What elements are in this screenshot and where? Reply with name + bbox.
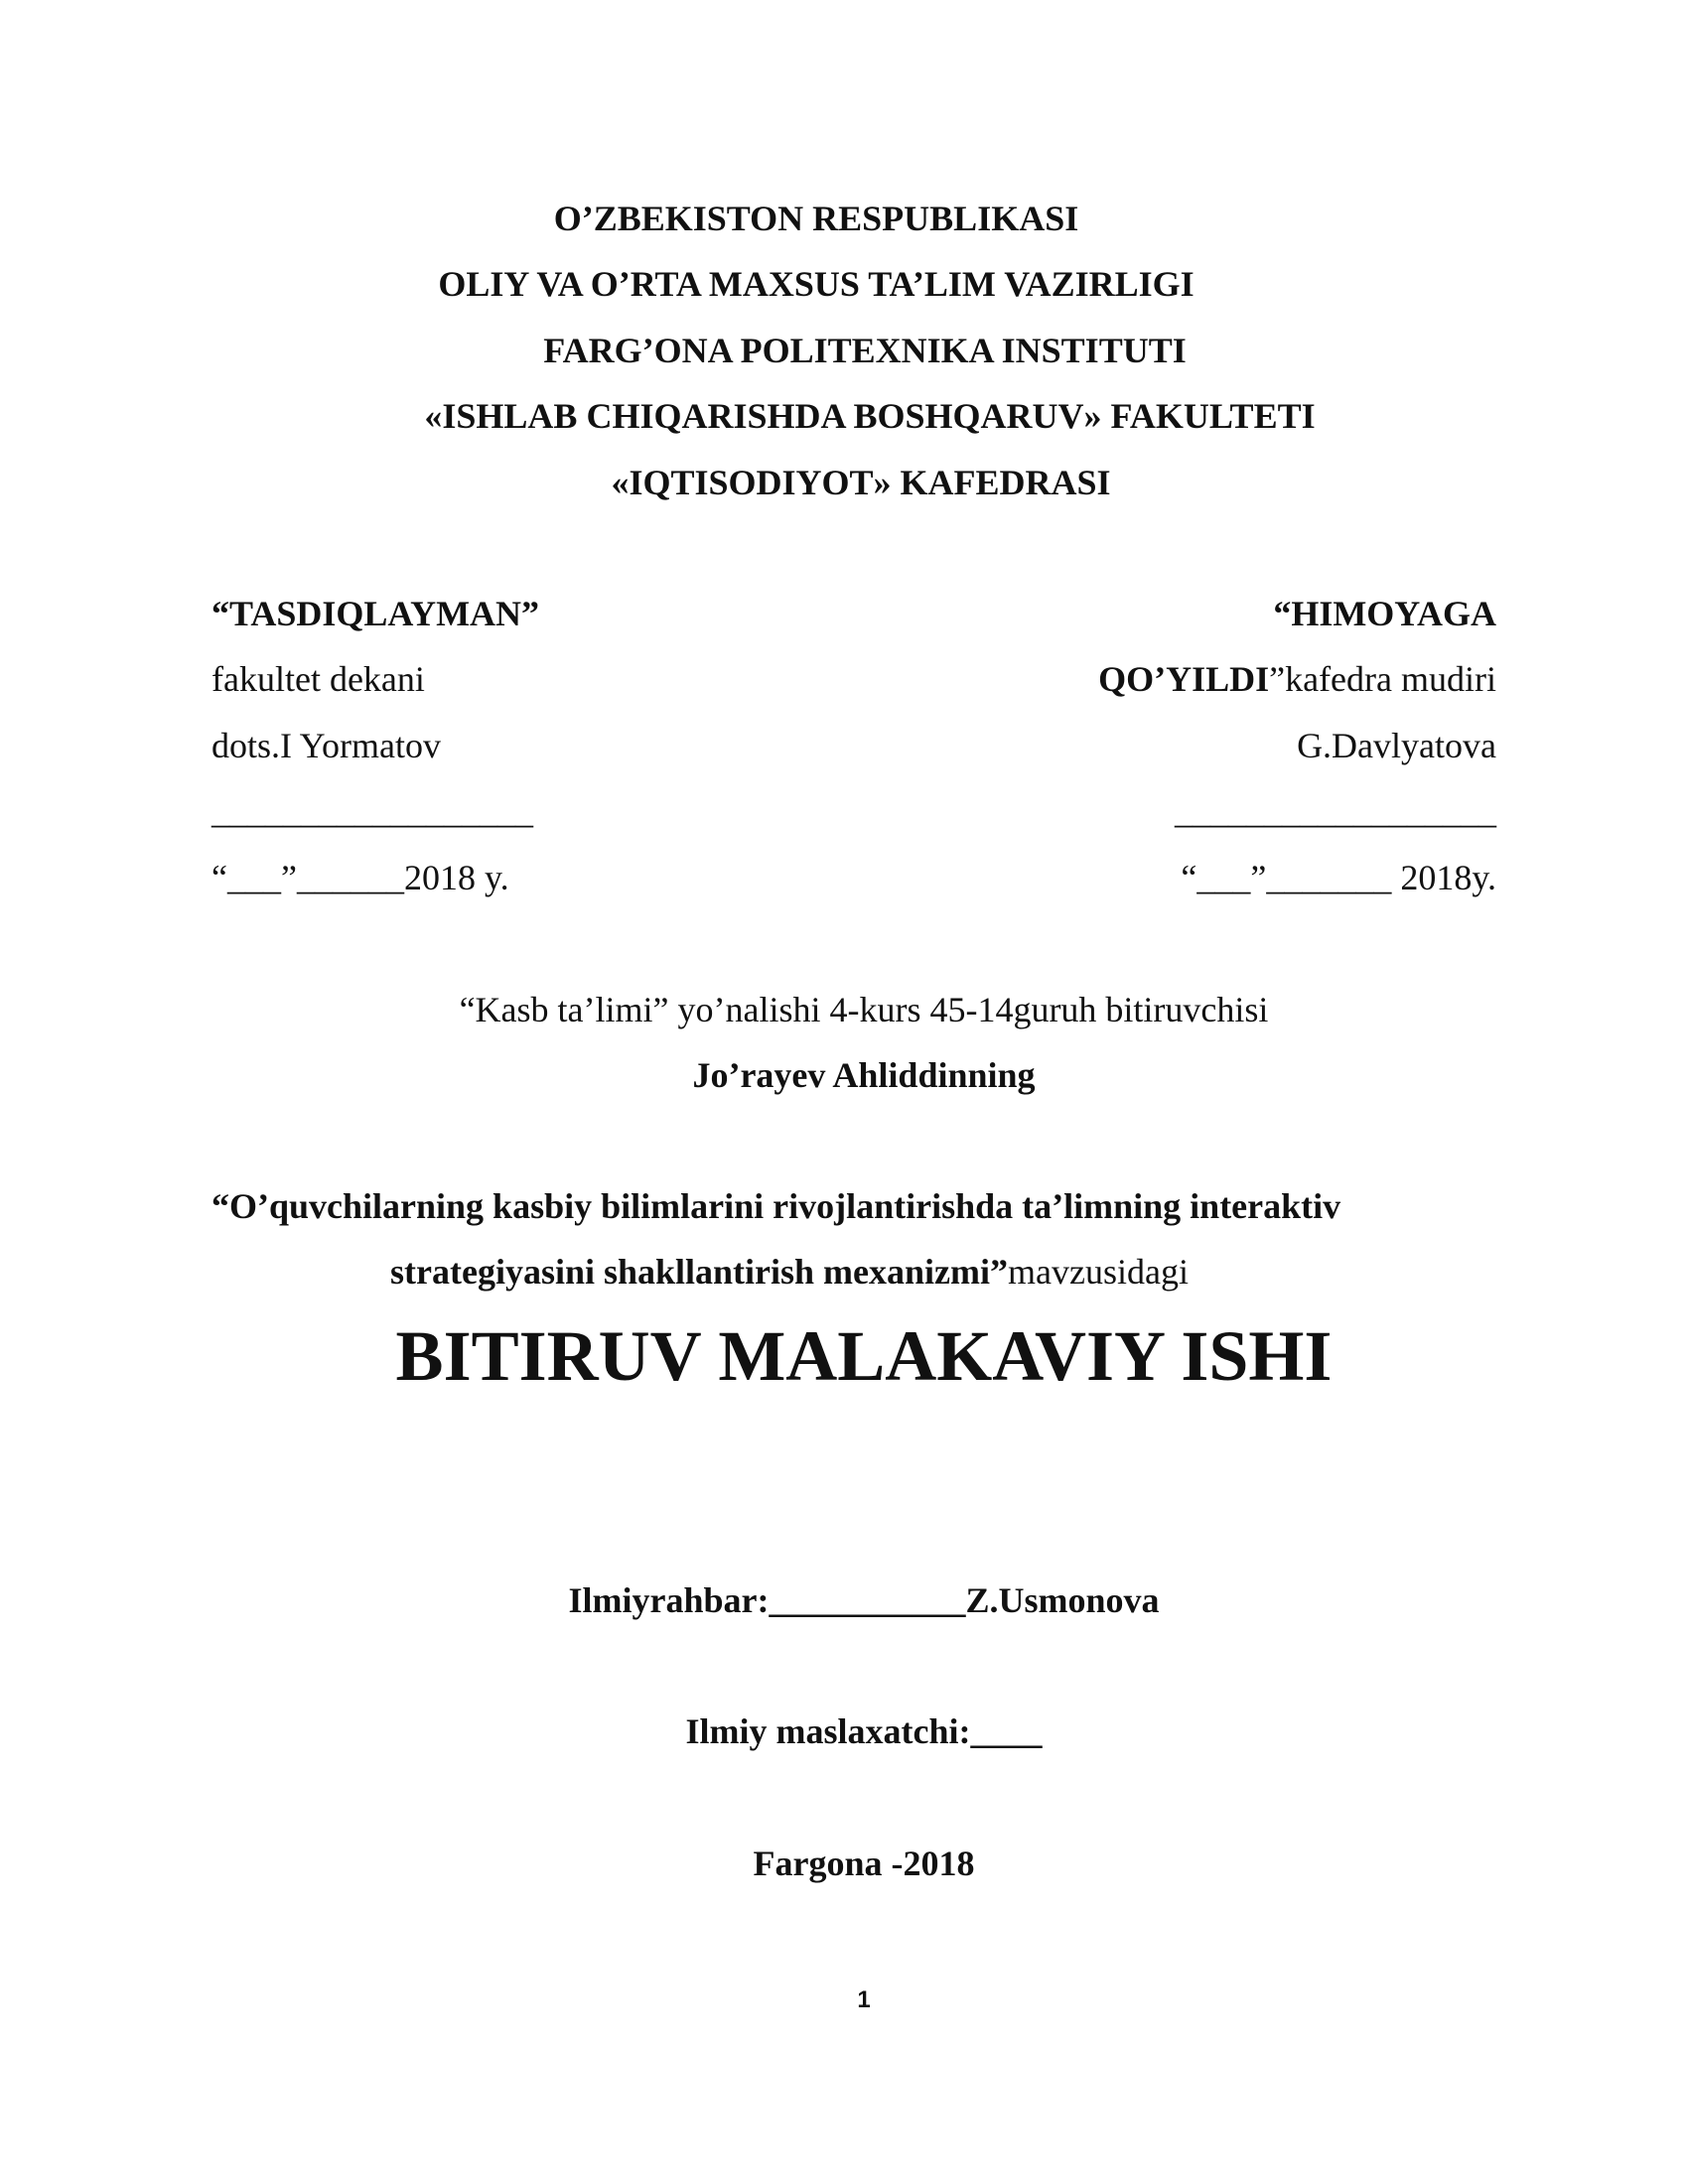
approval-left-date: “___”______2018 y.: [211, 858, 509, 897]
header-country: O’ZBEKISTON RESPUBLIKASI: [553, 199, 1079, 238]
approval-left-title-text: “TASDIQLAYMAN”: [211, 594, 540, 633]
header-faculty: «ISHLAB CHIQARISHDA BOSHQARUV» FAKULTETI: [424, 396, 1316, 436]
student-line: “Kasb ta’limi” yo’nalishi 4-kurs 45-14guruh bitiruvchisi: [459, 990, 1269, 1029]
topic-line-2-bold: strategiyasini shakllantirish mexanizmi”: [390, 1252, 1009, 1292]
work-title: BITIRUV MALAKAVIY ISHI: [395, 1316, 1333, 1396]
consultant-line: Ilmiy maslaxatchi:____: [685, 1711, 1043, 1751]
header-institute: FARG’ONA POLITEXNIKA INSTITUTI: [543, 331, 1187, 370]
topic-line-1: “O’quvchilarning kasbiy bilimlarini rivojlantirishda ta’limning interaktiv: [211, 1186, 1341, 1226]
approval-right-name: G.Davlyatova: [1297, 726, 1496, 765]
city-year: Fargona -2018: [753, 1843, 975, 1883]
header-ministry: OLIY VA O’RTA MAXSUS TA’LIM VAZIRLIGI: [438, 264, 1195, 304]
supervisor-line: Ilmiyrahbar:___________Z.Usmonova: [568, 1580, 1160, 1620]
approval-right-date: “___”_______ 2018y.: [1181, 858, 1496, 897]
approval-right-role-rest: ”kafedra mudiri: [1269, 659, 1496, 699]
approval-left-title: [211, 592, 539, 635]
approval-right-signature-line: __________________: [1175, 791, 1496, 831]
approval-right-role: [1098, 657, 1496, 701]
student-name: Jo’rayev Ahliddinning: [692, 1055, 1036, 1095]
topic-line-2: [390, 1250, 1189, 1294]
approval-right-role-bold: QO’YILDI: [1098, 659, 1270, 699]
approval-left-role: fakultet dekani: [211, 659, 425, 699]
page-number: 1: [857, 1986, 871, 2013]
approval-left-name: dots.I Yormatov: [211, 726, 442, 765]
approval-left-signature-line: __________________: [211, 791, 533, 831]
header-department: «IQTISODIYOT» KAFEDRASI: [611, 463, 1111, 502]
approval-right-title: “HIMOYAGA: [1273, 594, 1496, 633]
topic-line-2-rest: mavzusidagi: [1008, 1252, 1189, 1292]
